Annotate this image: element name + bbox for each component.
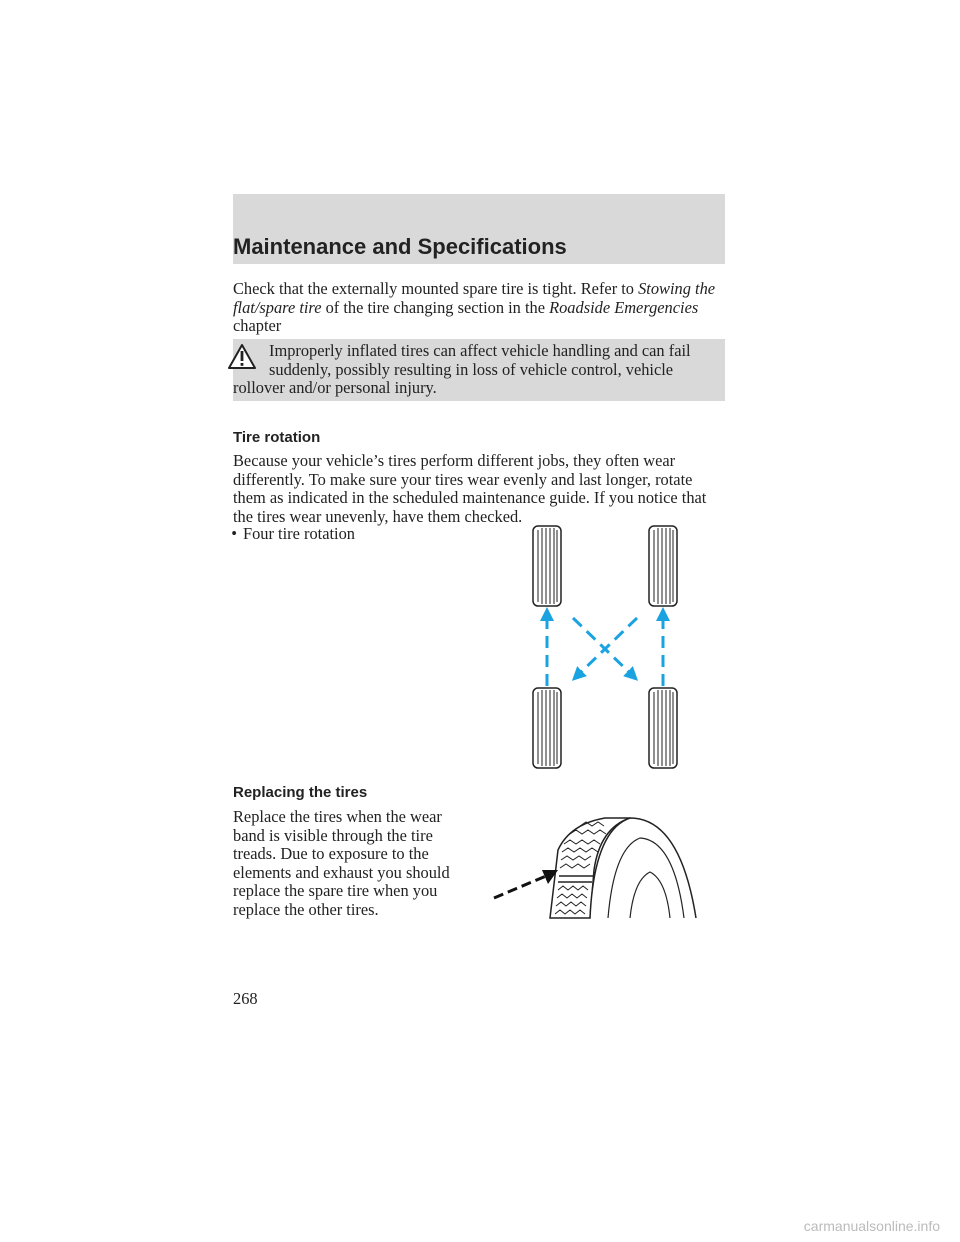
section-header	[233, 194, 725, 264]
warning-text	[233, 342, 713, 398]
tire-rotation-paragraph: Because your vehicle’s tires perform different jobs, they often wear differently. To make sure your tires wear evenly and last longer, rotate them as indicated in the scheduled maintenance guide. If you notice that the tires wear unevenly, have them checked.	[233, 451, 707, 526]
section-title: Maintenance and Specifications	[233, 234, 567, 259]
watermark-footer: carmanualsonline.info	[803, 1218, 940, 1234]
tire-front-right	[649, 526, 677, 606]
wear-band-arrow	[494, 876, 546, 898]
bullet-label: Four tire rotation	[243, 524, 355, 543]
intro-ref-stowing: Stowing the flat/spare tire	[233, 279, 716, 317]
arrow-front-left-to-rear-right	[573, 618, 633, 676]
intro-ref-roadside: Roadside Emergencies	[549, 297, 699, 317]
warning-line-2: suddenly, possibly resulting in loss of vehicle control, vehicle	[269, 359, 674, 379]
tire-front-left	[533, 526, 561, 606]
tire-rotation-diagram	[525, 522, 705, 772]
tire-rear-right	[649, 688, 677, 768]
warning-line-1: Improperly inflated tires can affect vehicle handling and can fail	[269, 341, 691, 360]
intro-paragraph	[233, 280, 725, 336]
intro-text-3: chapter	[233, 316, 282, 335]
replacing-tires-paragraph: Replace the tires when the wear band is visible through the tire treads. Due to exposure to the elements and exhaust you should replace the spare tire when you replace the other tires.	[233, 807, 450, 919]
intro-text-1: Check that the externally mounted spare tire is tight. Refer to	[233, 279, 634, 298]
tire-rear-left	[533, 688, 561, 768]
intro-text-2: of the tire changing section in the	[325, 297, 545, 317]
replacing-tires-heading: Replacing the tires	[233, 784, 368, 801]
bullet-four-tire-rotation	[225, 524, 355, 544]
warning-box	[233, 339, 725, 401]
warning-line-3: rollover and/or personal injury.	[233, 378, 437, 397]
tire-rotation-heading: Tire rotation	[233, 429, 321, 446]
page-number: 268	[233, 989, 258, 1008]
bullet-dot: •	[231, 524, 237, 543]
tire-wear-band-illustration	[490, 810, 710, 920]
arrow-front-right-to-rear-left	[577, 618, 637, 676]
